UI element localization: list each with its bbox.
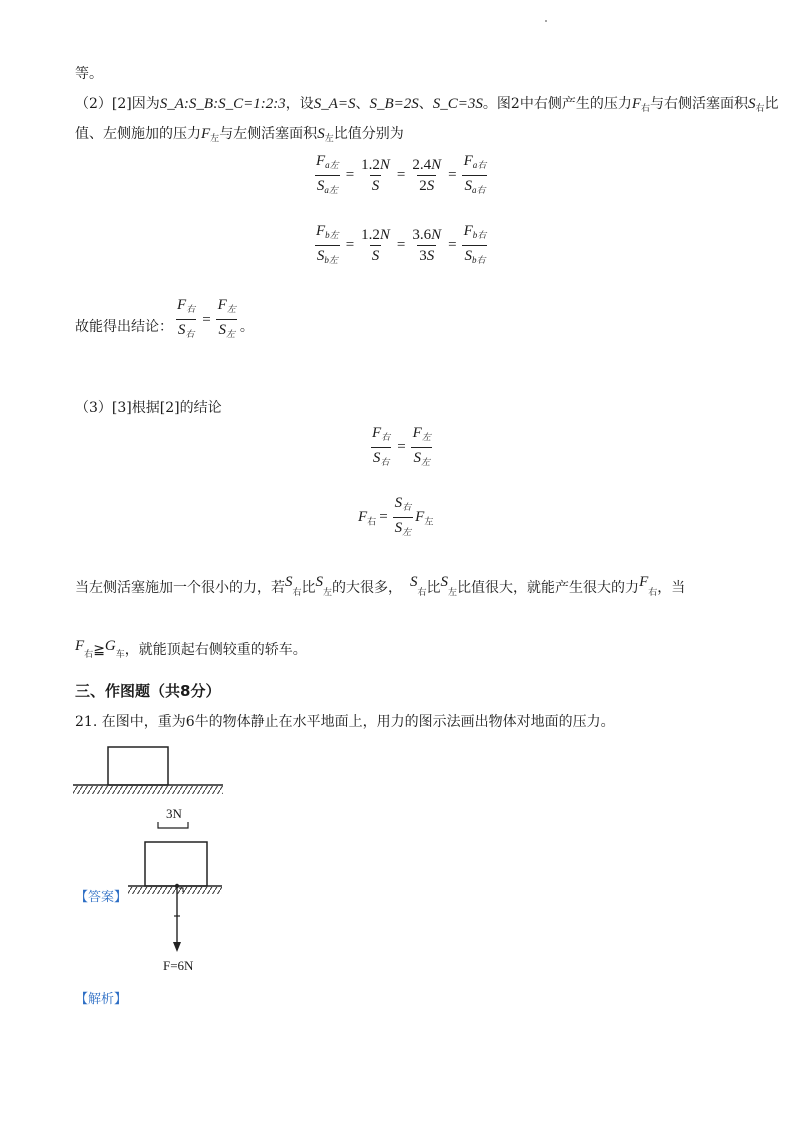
conclusion-line: 故能得出结论： $\frac{F_右}{S_右}$ = $\frac{F_左}{S_左}$ 。 [75, 296, 254, 343]
conclusion-frac1: $\frac{F_右}{S_右}$ [175, 296, 197, 343]
answer-scale-label: 3N [166, 806, 182, 821]
part3-equation-a: $\frac{F_右}{S_右}$ = $\frac{F_左}{S_左}$ [368, 424, 435, 471]
part2-s-right-sub: 右 [755, 104, 765, 114]
part2-f-right: F [631, 96, 642, 112]
scale-bar [158, 822, 188, 828]
eq2-frac2: $\frac{1.2N}{S}$ [361, 227, 390, 264]
part2-mid1: 与右侧活塞面积 [650, 96, 749, 112]
eq1-frac3: $\frac{2.4N}{2S}$ [412, 157, 442, 194]
answer-block [145, 842, 207, 886]
eq2-frac4: $\frac{F_{b右}}{S_{b右}}$ [462, 222, 489, 269]
eq1-frac1: $\frac{F_{a左}}{S_{a左}}$ [314, 152, 341, 199]
equation-a: $\frac{F_{a左}}{S_{a左}}$ = $\frac{1.2N}{S}$ = $\frac{2.4N}{2S}$ = $\frac{F_{a右}}{S_{a右}}$ [312, 152, 490, 199]
eq1-frac2: $\frac{1.2N}{S}$ [361, 157, 390, 194]
part2-prefix: （2）[2]因为 [75, 96, 160, 112]
part2-set: ，设 [285, 96, 314, 112]
paragraph-intro: 等。 [75, 66, 103, 82]
answer-tag: 【答案】 [75, 890, 128, 905]
part2-line2-c: 比值分别为 [333, 126, 404, 142]
eq1-frac4: $\frac{F_{a右}}{S_{a右}}$ [462, 152, 489, 199]
part2-ratio: S_A:S_B:S_C=1:2:3 [159, 96, 286, 112]
eq2-frac1: $\frac{F_{b左}}{S_{b左}}$ [314, 222, 341, 269]
force-label: F=6N [163, 958, 194, 973]
arrow-head [173, 942, 181, 952]
part2-line2-b: 与左侧活塞面积 [219, 126, 318, 142]
part2-line2 [75, 124, 404, 149]
part2-sc: S_C=3S [432, 96, 483, 112]
conclusion-text: 故能得出结论： [75, 318, 173, 335]
eq2-frac3: $\frac{3.6N}{3S}$ [412, 227, 442, 264]
part2-sa: S_A=S [313, 96, 356, 112]
conclusion-frac2: $\frac{F_左}{S_左}$ [216, 296, 238, 343]
part2-sep1: 、 [355, 96, 370, 112]
ground-hatch [73, 786, 223, 794]
part2-f-right-sub: 右 [641, 104, 651, 114]
part2-f-left-sub: 左 [210, 134, 220, 144]
action-point [175, 884, 179, 888]
part2-sb: S_B=2S [369, 96, 419, 112]
part2-sep2: 、 [418, 96, 433, 112]
page-mark [545, 20, 547, 22]
part3-equation-b: $F_右$ = $\frac{S_右}{S_左}$ $F_左$ [358, 494, 433, 541]
part3-line2: $F_右≧G_车$，就能顶起右侧较重的轿车。 [75, 638, 307, 660]
block [108, 747, 168, 785]
part2-f-left: F [201, 126, 211, 142]
part2-line2-a: 值、左侧施加的压力 [75, 126, 201, 142]
question-21: 21. 在图中，重为6牛的物体静止在水平地面上，用力的图示法画出物体对地面的压力。 [75, 714, 615, 730]
part2-s-left-sub: 左 [324, 134, 334, 144]
part2-tail: 。图2中右侧产生的压力 [482, 96, 632, 112]
section-title: 三、作图题（共8分） [75, 682, 221, 700]
part3-line1: 当左侧活塞施加一个很小的力，若$S_右$比$S_左$的大很多， $S_右$比$S_左$比值很大，就能产生很大的力$F_右$，当 [75, 574, 686, 598]
part2-s-left: S [317, 126, 325, 142]
part2-end1: 比 [764, 96, 779, 112]
equation-b: $\frac{F_{b左}}{S_{b左}}$ = $\frac{1.2N}{S}$ = $\frac{3.6N}{3S}$ = $\frac{F_{b右}}{S_{b右}}$ [312, 222, 490, 269]
analysis-tag: 【解析】 [75, 992, 128, 1007]
question-figure [70, 742, 230, 802]
answer-figure [125, 818, 235, 958]
part3-prefix: （3）[3]根据[2]的结论 [75, 400, 222, 416]
part2-line1 [75, 94, 779, 119]
part2-s-right: S [748, 96, 756, 112]
